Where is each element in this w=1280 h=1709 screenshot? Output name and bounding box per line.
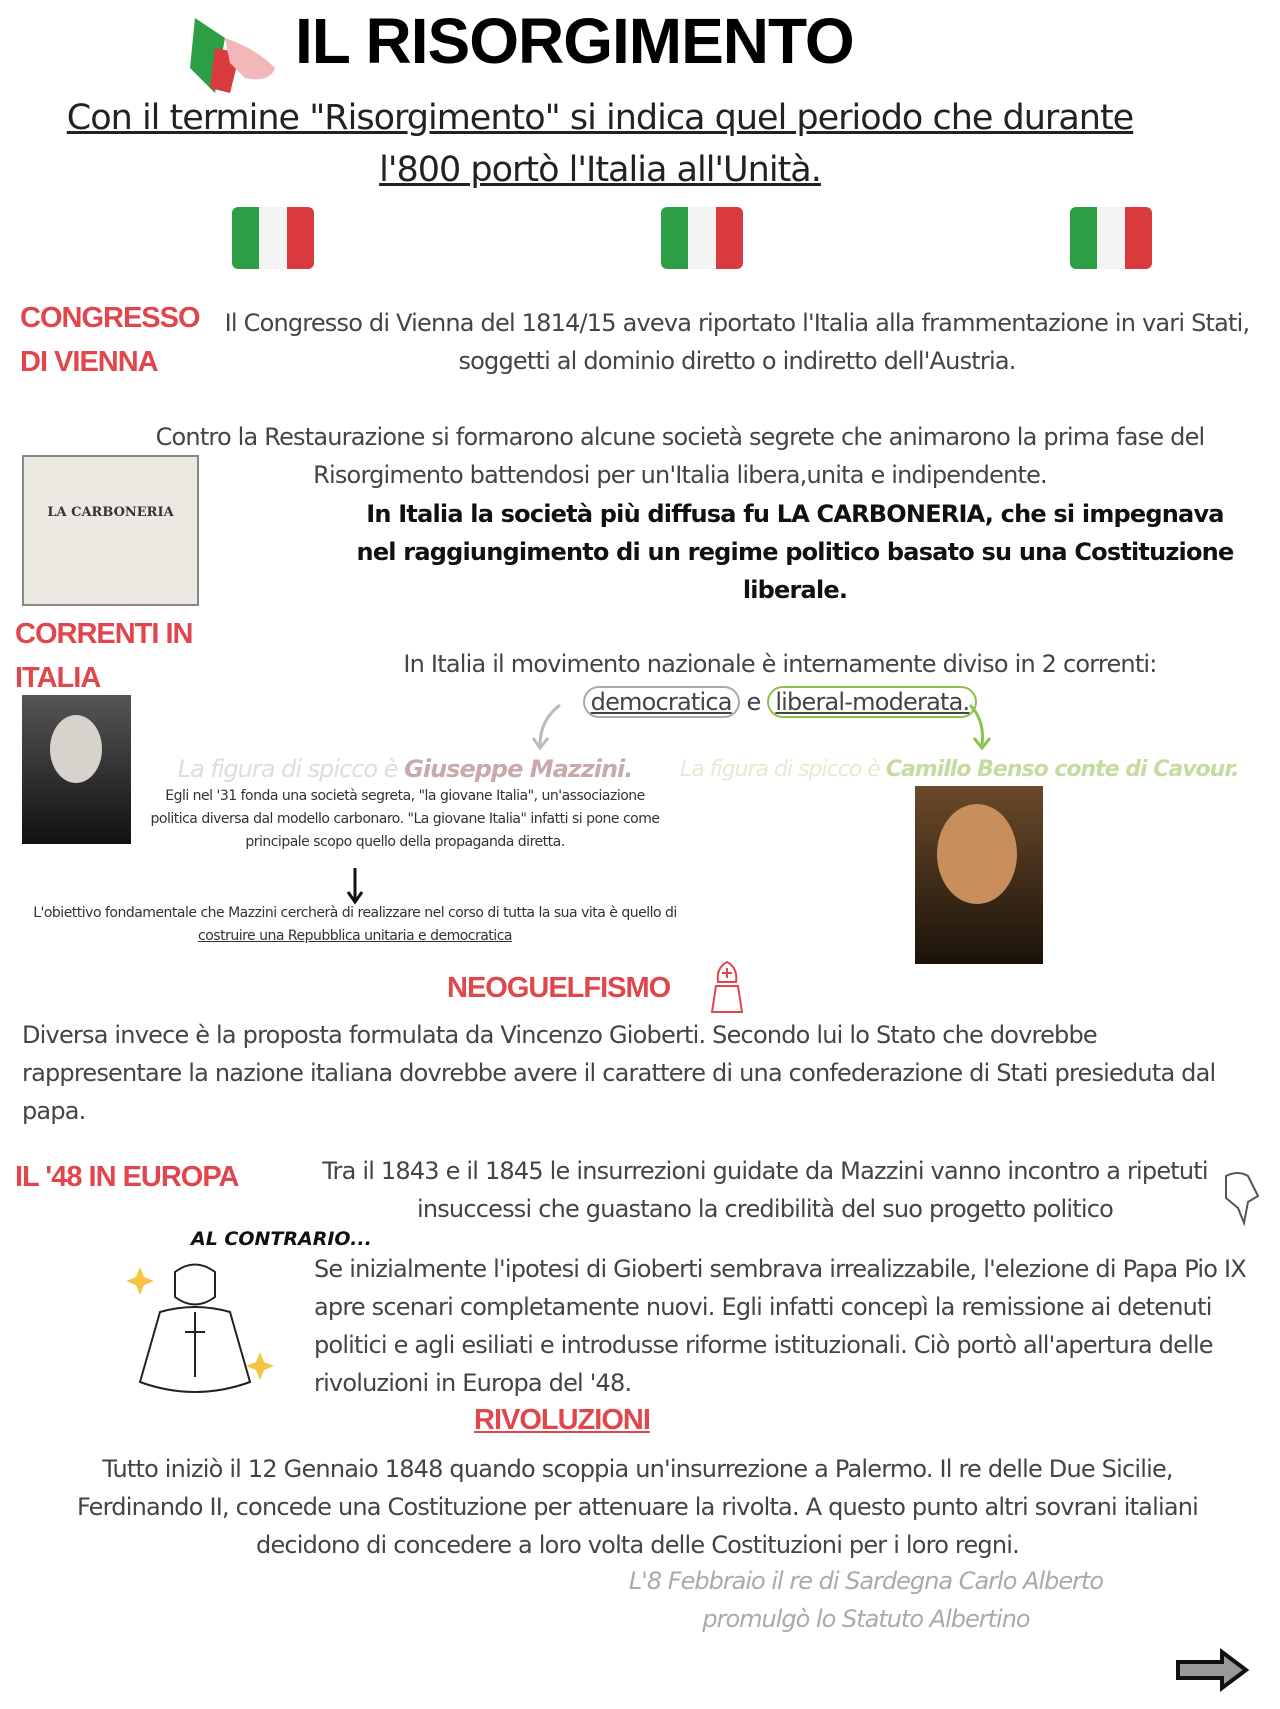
restaurazione-text: Contro la Restaurazione si formarono alcune società segrete che animarono la prima fase del Risorgimento battendosi per un'Italia libera,unita e indipendente.: [155, 423, 1205, 489]
cavour-portrait: [915, 786, 1043, 964]
italian-flag-icon: [661, 207, 743, 269]
subtitle: [20, 92, 1180, 196]
italian-flag-icon: [1070, 207, 1152, 269]
curved-arrows-icon: [530, 700, 1000, 750]
cavour-name: Camillo Benso conte di Cavour.: [885, 757, 1239, 782]
pio-text: Se inizialmente l'ipotesi di Gioberti sembrava irrealizzabile, l'elezione di Papa Pio IX apre scenari completamente nuovi. Egli infatti concepì la remissione ai detenuti politici e agli esiliati e introdusse riforme istituzionali. Ciò portò all'apertura delle rivoluzioni in Europa del '48.: [314, 1255, 1246, 1397]
pope-pio-illustration: [120, 1252, 280, 1402]
cavour-heading: [680, 757, 1270, 782]
arrow-down-icon: [345, 866, 365, 906]
italy-hand-icon: [185, 8, 280, 93]
mazzini-portrait: [22, 695, 131, 844]
rivoluzioni-text: Tutto iniziò il 12 Gennaio 1848 quando scoppia un'insurrezione a Palermo. Il re delle Due Sicilie, Ferdinando II, concede una Costituzione per attenuare la rivolta. A questo punto altri sovrani italiani decidono di concedere a loro volta delle Costituzioni per i loro regni.: [76, 1455, 1199, 1559]
subtitle-line-2: l'800 portò l'Italia all'Unità.: [379, 150, 821, 190]
cavour-prefix: La figura di spicco è: [680, 757, 880, 782]
carboneria-image: [22, 455, 199, 606]
mazzini-heading: [160, 755, 650, 783]
carboneria-text: In Italia la società più diffusa fu LA CARBONERIA, che si impegnava nel raggiungimento di un regime politico basato su una Costituzione liberale.: [356, 500, 1234, 604]
statuto-line-1: L'8 Febbraio il re di Sardegna Carlo Alberto: [628, 1567, 1104, 1595]
correnti-heading: CORRENTI IN ITALIA: [15, 618, 193, 694]
pope-icon: [708, 958, 746, 1016]
italian-flag-icon: [232, 207, 314, 269]
europa48-heading: IL '48 IN EUROPA: [15, 1161, 239, 1193]
europa48-text: Tra il 1843 e il 1845 le insurrezioni guidate da Mazzini vanno incontro a ripetuti insuccessi che guastano la credibilità del suo progetto politico: [322, 1157, 1208, 1223]
neoguelfismo-heading: NEOGUELFISMO: [447, 972, 671, 1004]
subtitle-line-1: Con il termine "Risorgimento" si indica quel periodo che durante: [66, 98, 1134, 138]
statuto-text: [560, 1562, 1172, 1638]
mazzini-goal-underlined: costruire una Repubblica unitaria e democratica: [198, 928, 512, 944]
current-liberal-moderata: liberal-moderata.: [767, 686, 977, 718]
correnti-intro-text: In Italia il movimento nazionale è internamente diviso in 2 correnti:: [403, 650, 1157, 678]
arrow-right-icon[interactable]: [1174, 1648, 1250, 1692]
rivoluzioni-heading: RIVOLUZIONI: [474, 1404, 650, 1436]
mazzini-goal-text: L'obiettivo fondamentale che Mazzini cercherà di realizzare nel corso di tutta la sua vita è quello di: [33, 905, 677, 921]
page-title: IL RISORGIMENTO: [295, 5, 854, 77]
al-contrario-label: AL CONTRARIO...: [191, 1228, 372, 1250]
current-democratica: democratica: [583, 686, 740, 718]
congresso-text: Il Congresso di Vienna del 1814/15 aveva riportato l'Italia alla frammentazione in vari Stati, soggetti al dominio diretto o indiretto dell'Austria.: [224, 309, 1250, 375]
neoguelfismo-text: Diversa invece è la proposta formulata da Vincenzo Gioberti. Secondo lui lo Stato che dovrebbe rappresentare la nazione italiana dovrebbe avere il carattere di una confederazione di Stati presieduta dal papa.: [22, 1021, 1216, 1125]
statuto-line-2: promulgò lo Statuto Albertino: [702, 1605, 1030, 1633]
mazzini-goal: [25, 902, 685, 948]
mazzini-prefix: La figura di spicco è: [177, 755, 398, 783]
mazzini-text: Egli nel '31 fonda una società segreta, "la giovane Italia", un'associazione politica diversa dal modello carbonaro. "La giovane Italia" infatti si pone come principale scopo quello della propaganda diretta.: [150, 788, 660, 850]
mazzini-name: Giuseppe Mazzini.: [404, 755, 633, 783]
conjunction: e: [746, 688, 761, 716]
congresso-heading: CONGRESSO DI VIENNA: [20, 302, 200, 378]
thumbs-down-icon: [1218, 1168, 1264, 1228]
carboneria-caption: LA CARBONERIA: [47, 505, 174, 520]
